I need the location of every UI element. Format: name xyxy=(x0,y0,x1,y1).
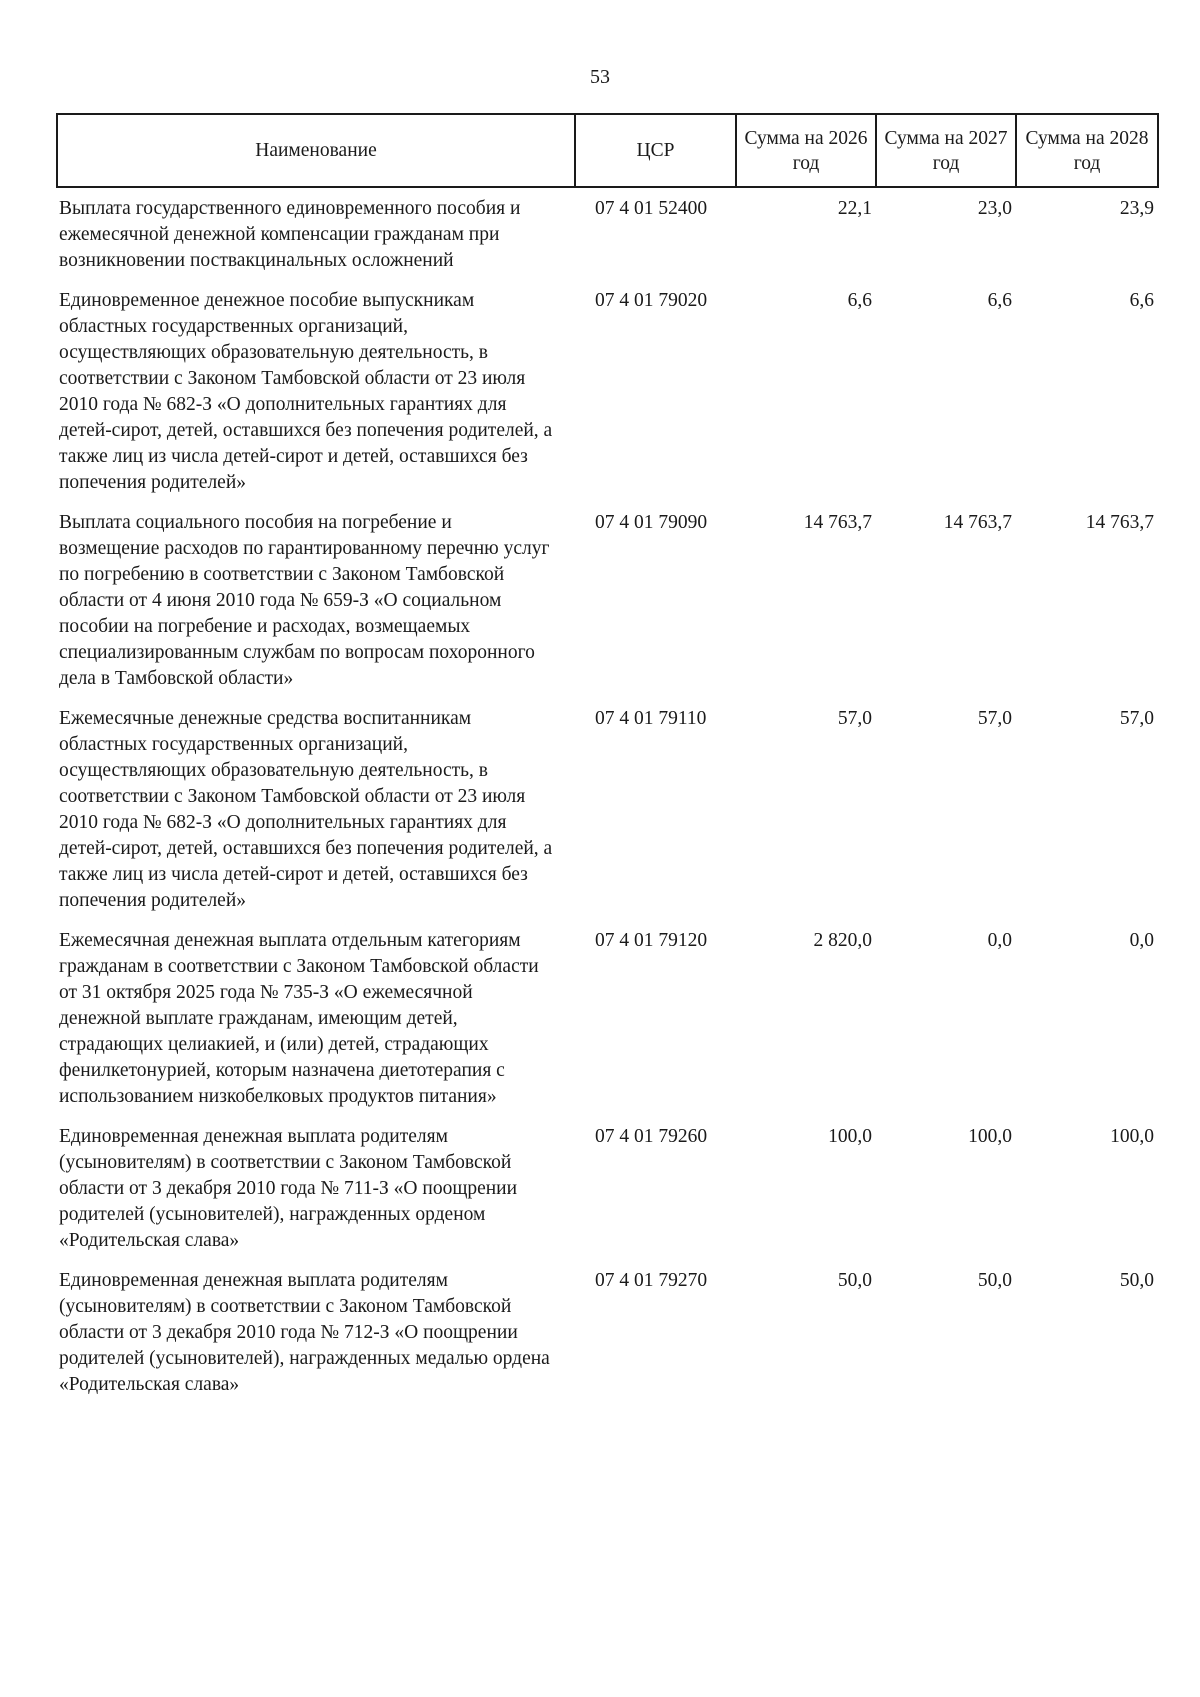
row-amount-2026: 14 763,7 xyxy=(803,512,872,533)
row-name: Ежемесячные денежные средства воспитанникам областных государственных организаций, осуществляющих образовательную деятельность, в соответствии с Законом Тамбовской области от 23 июля 2010 года № 682-З «О дополнительных гарантиях для детей-сирот, детей, оставшихся без попечения родителей, а также лиц из числа детей-сирот и детей, оставшихся без попечения родителей» xyxy=(59,708,553,911)
row-name: Выплата социального пособия на погребение и возмещение расходов по гарантированному перечню услуг по погребению в соответствии с Законом Тамбовской области от 4 июня 2010 года № 659-З «О социальном пособии на погребение и расходах, возмещаемых специализированным службам по вопросам похоронного дела в Тамбовской области» xyxy=(59,512,550,689)
table-row xyxy=(57,698,1158,920)
row-name: Единовременная денежная выплата родителям (усыновителям) в соответствии с Законом Тамбовской области от 3 декабря 2010 года № 712-З «О поощрении родителей (усыновителей), награжденных медалью ордена «Родительская слава» xyxy=(59,1270,550,1395)
row-amount-2027: 23,0 xyxy=(977,198,1012,219)
header-2028: Сумма на 2028 год xyxy=(1016,114,1158,187)
row-name: Единовременное денежное пособие выпускникам областных государственных организаций, осуществляющих образовательную деятельность, в соответствии с Законом Тамбовской области от 23 июля 2010 года № 682-З «О дополнительных гарантиях для детей-сирот, детей, оставшихся без попечения родителей, а также лиц из числа детей-сирот и детей, оставшихся без попечения родителей» xyxy=(59,290,553,493)
row-amount-2028: 6,6 xyxy=(1129,290,1154,311)
table-row xyxy=(57,1116,1158,1260)
row-csr: 07 4 01 79110 xyxy=(595,708,707,729)
row-amount-2028: 100,0 xyxy=(1110,1126,1154,1147)
table-row xyxy=(57,920,1158,1116)
row-name: Выплата государственного единовременного пособия и ежемесячной денежной компенсации гражданам при возникновении поствакцинальных осложнений xyxy=(59,198,521,271)
row-amount-2026: 100,0 xyxy=(828,1126,872,1147)
row-amount-2027: 57,0 xyxy=(977,708,1012,729)
table-row xyxy=(57,502,1158,698)
table-row xyxy=(57,187,1158,280)
row-amount-2028: 50,0 xyxy=(1119,1270,1154,1291)
row-csr: 07 4 01 79260 xyxy=(595,1126,708,1147)
row-amount-2028: 23,9 xyxy=(1119,198,1154,219)
row-amount-2026: 22,1 xyxy=(837,198,872,219)
table-row xyxy=(57,1260,1158,1404)
row-amount-2028: 57,0 xyxy=(1119,708,1154,729)
row-name: Ежемесячная денежная выплата отдельным категориям гражданам в соответствии с Законом Тамбовской области от 31 октября 2025 года № 735-З «О ежемесячной денежной выплате гражданам, имеющим детей, страдающих целиакией, и (или) детей, страдающих фенилкетонурией, которым назначена диетотерапия с использованием низкобелковых продуктов питания» xyxy=(59,930,539,1107)
row-amount-2026: 50,0 xyxy=(837,1270,872,1291)
row-amount-2027: 50,0 xyxy=(977,1270,1012,1291)
row-amount-2026: 2 820,0 xyxy=(813,930,872,951)
table-header xyxy=(57,114,1158,187)
header-2027: Сумма на 2027 год xyxy=(876,114,1016,187)
row-amount-2026: 57,0 xyxy=(837,708,872,729)
row-amount-2027: 0,0 xyxy=(987,930,1012,951)
row-amount-2028: 0,0 xyxy=(1129,930,1154,951)
table-body xyxy=(57,187,1158,1404)
budget-table xyxy=(56,113,1159,1404)
header-csr: ЦСР xyxy=(575,114,736,187)
page-number: 53 xyxy=(590,66,610,88)
row-amount-2026: 6,6 xyxy=(847,290,872,311)
table-row xyxy=(57,280,1158,502)
row-amount-2027: 6,6 xyxy=(987,290,1012,311)
row-csr: 07 4 01 52400 xyxy=(595,198,708,219)
row-csr: 07 4 01 79120 xyxy=(595,930,708,951)
header-name: Наименование xyxy=(57,114,575,187)
row-name: Единовременная денежная выплата родителям (усыновителям) в соответствии с Законом Тамбовской области от 3 декабря 2010 года № 711-З «О поощрении родителей (усыновителей), награжденных орденом «Родительская слава» xyxy=(59,1126,518,1251)
row-amount-2027: 100,0 xyxy=(968,1126,1012,1147)
row-csr: 07 4 01 79020 xyxy=(595,290,708,311)
row-amount-2027: 14 763,7 xyxy=(943,512,1012,533)
row-csr: 07 4 01 79270 xyxy=(595,1270,708,1291)
header-row xyxy=(57,114,1158,187)
row-csr: 07 4 01 79090 xyxy=(595,512,708,533)
header-2026: Сумма на 2026 год xyxy=(736,114,876,187)
row-amount-2028: 14 763,7 xyxy=(1085,512,1154,533)
